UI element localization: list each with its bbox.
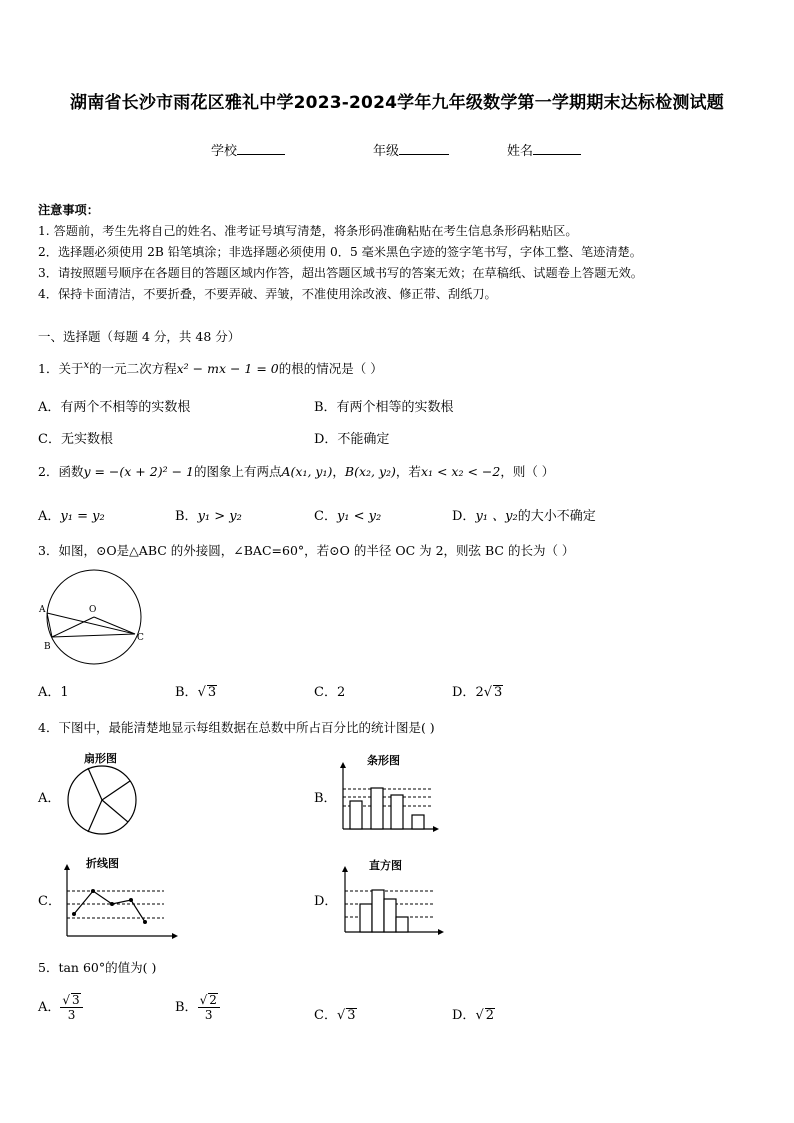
q5-option-b[interactable] — [175, 993, 220, 1022]
option-label: A． — [38, 509, 61, 524]
question-4: 4．下图中，最能清楚地显示每组数据在总数中所占百分比的统计图是( ) — [38, 720, 435, 735]
option-label: D． — [314, 894, 338, 909]
question-3: 3．如图，⊙O是△ABC 的外接圆，∠BAC=60°，若⊙O 的半径 OC 为 2，则弦 BC 的长为（ ） — [38, 543, 575, 558]
line-chart-figure — [62, 864, 180, 940]
grade-field — [373, 140, 449, 159]
chord-bc — [52, 634, 135, 637]
bar — [412, 815, 424, 829]
data-point — [143, 920, 147, 924]
circle-figure — [36, 568, 156, 668]
note-item: 3．请按照题号顺序在各题目的答题区域内作答，超出答题区域书写的答案无效；在草稿纸、试题卷上答题无效。 — [38, 266, 643, 280]
q4-option-b[interactable] — [314, 787, 337, 806]
q3-option-d[interactable]: D．2√ 3 — [452, 685, 503, 700]
q3-option-b[interactable]: B．√ 3 — [175, 685, 217, 700]
option-label: B． — [175, 685, 198, 700]
option-label: C． — [314, 509, 337, 524]
q2-function: y = −(x + 2)² − 1 — [83, 464, 194, 479]
bar — [371, 788, 383, 829]
option-label: D． — [452, 685, 476, 700]
q1-var: x — [83, 359, 90, 371]
fraction: $\frac{√ 2}{3}$ — [198, 993, 220, 1022]
option-label: D． — [452, 1008, 476, 1023]
q1-option-d[interactable]: D．不能确定 — [314, 432, 390, 447]
q2-point-b: B(x₂, y₂) — [344, 464, 396, 479]
bar — [391, 795, 403, 829]
page-title: 湖南省长沙市雨花区雅礼中学2023-2024学年九年级数学第一学期期末达标检测试题 — [70, 93, 724, 113]
option-root: 2 — [485, 1008, 495, 1023]
bar — [350, 801, 362, 829]
q3-option-c[interactable] — [314, 681, 345, 700]
bar-chart-figure — [336, 762, 440, 836]
histogram-bar — [372, 890, 384, 932]
option-label: A． — [38, 1000, 61, 1015]
q2-option-c[interactable] — [314, 505, 381, 524]
y-axis-arrow — [64, 864, 70, 870]
school-label: 学校 — [211, 144, 238, 159]
data-point — [72, 912, 76, 916]
bar-chart-title: 条形图 — [367, 754, 400, 767]
frac-num: 3 — [72, 993, 80, 1007]
frac-den: 3 — [67, 1008, 76, 1022]
label-c: C — [137, 633, 144, 643]
q5-option-d[interactable]: D．√ 2 — [452, 1008, 495, 1023]
q1-option-a[interactable]: A．有两个不相等的实数根 — [38, 400, 191, 415]
pie-divider — [88, 800, 102, 832]
option-root: 3 — [347, 1008, 356, 1023]
option-label: B． — [175, 1000, 198, 1015]
pie-divider — [88, 768, 102, 800]
section-heading: 一、选择题（每题 4 分，共 48 分） — [38, 329, 241, 344]
q1-equation: x² − mx − 1 = 0 — [176, 361, 279, 376]
data-point — [129, 898, 133, 902]
pie-divider — [102, 800, 128, 822]
option-label: A． — [38, 685, 61, 700]
option-label: C． — [314, 685, 337, 700]
option-tail: 的大小不确定 — [517, 509, 596, 524]
label-o: O — [89, 605, 97, 615]
segment-ob — [52, 617, 94, 637]
q2-cond-prefix: ，若 — [395, 464, 421, 479]
q5-option-c[interactable]: C．√ 3 — [314, 1008, 356, 1023]
question-5 — [38, 958, 156, 976]
chord-ac — [47, 613, 135, 634]
q4-option-c[interactable] — [38, 890, 61, 909]
school-field — [211, 140, 285, 159]
fraction: $\frac{√ 3}{3}$ — [60, 993, 82, 1022]
grade-blank — [399, 141, 449, 155]
name-label: 姓名 — [507, 144, 534, 159]
option-expr: y₁ = y₂ — [60, 509, 105, 524]
q1-option-c[interactable]: C．无实数根 — [38, 432, 113, 447]
frac-num: 2 — [209, 993, 217, 1007]
option-coef: 2 — [475, 685, 484, 700]
histogram-figure — [338, 866, 446, 940]
line-chart-title: 折线图 — [86, 857, 119, 870]
option-label: B． — [314, 791, 337, 806]
histogram-bar — [384, 899, 396, 932]
data-line — [74, 891, 145, 922]
q5-expr: tan 60° — [58, 960, 106, 975]
pie-divider — [102, 781, 130, 800]
option-root: 3 — [207, 685, 217, 700]
option-label: D． — [452, 509, 476, 524]
x-axis-arrow — [172, 933, 178, 939]
data-point — [110, 902, 114, 906]
option-expr: y₁ 、y₂ — [475, 509, 518, 524]
q2-suffix: ，则（ ） — [500, 464, 555, 479]
q1-prefix: 1．关于 — [38, 361, 84, 376]
option-expr: 2 — [336, 685, 346, 700]
note-item: 2．选择题必须使用 2B 铅笔填涂；非选择题必须使用 0．5 毫米黑色字迹的签字笔书写，字体工整、笔迹清楚。 — [38, 245, 642, 259]
q2-condition: x₁ < x₂ < −2 — [420, 464, 501, 479]
q2-sep: ， — [332, 464, 345, 479]
option-expr: y₁ < y₂ — [336, 509, 382, 524]
pie-chart-title: 扇形图 — [84, 752, 117, 765]
label-b: B — [44, 642, 51, 652]
notes-list — [38, 221, 778, 305]
pie-chart-figure — [64, 764, 140, 836]
q2-option-b[interactable] — [175, 505, 242, 524]
name-field — [507, 140, 581, 159]
y-axis-arrow — [342, 866, 348, 872]
option-label: C． — [314, 1008, 337, 1023]
q5-suffix: 的值为( ) — [105, 960, 157, 975]
question-2 — [38, 462, 554, 480]
q2-option-d[interactable] — [452, 505, 596, 524]
q5-prefix: 5． — [38, 960, 59, 975]
option-label: B． — [175, 509, 198, 524]
question-1 — [38, 359, 383, 377]
q1-middle: 的一元二次方程 — [89, 361, 177, 376]
y-axis-arrow — [340, 762, 346, 768]
option-expr: y₁ > y₂ — [197, 509, 242, 524]
q4-option-d[interactable] — [314, 890, 337, 909]
notes-heading: 注意事项： — [38, 203, 99, 217]
note-item: 1. 答题前，考生先将自己的姓名、准考证号填写清楚，将条形码准确粘贴在考生信息条形码粘贴区。 — [38, 224, 578, 238]
histogram-bar — [396, 917, 408, 932]
q5-option-a[interactable] — [38, 993, 83, 1022]
frac-den: 3 — [204, 1008, 213, 1022]
q1-option-b[interactable]: B．有两个相等的实数根 — [314, 400, 454, 415]
data-point — [91, 889, 95, 893]
histogram-bar — [360, 904, 372, 932]
note-item: 4．保持卡面清洁，不要折叠，不要弄破、弄皱，不准使用涂改液、修正带、刮纸刀。 — [38, 287, 497, 301]
option-root: 3 — [494, 685, 503, 700]
school-blank — [237, 141, 285, 155]
q2-prefix: 2．函数 — [38, 464, 84, 479]
q1-suffix: 的根的情况是（ ） — [278, 361, 383, 376]
q2-middle: 的图象上有两点 — [193, 464, 282, 479]
q2-point-a: A(x₁, y₁) — [281, 464, 333, 479]
option-label: C． — [38, 894, 61, 909]
q2-option-a[interactable] — [38, 505, 105, 524]
x-axis-arrow — [438, 929, 444, 935]
x-axis-arrow — [433, 826, 439, 832]
grade-label: 年级 — [373, 144, 400, 159]
q4-option-a[interactable] — [38, 787, 60, 806]
histogram-title: 直方图 — [369, 859, 402, 872]
option-expr: 1 — [60, 685, 69, 700]
option-label: A． — [38, 791, 61, 806]
label-a: A — [39, 605, 46, 615]
q3-option-a[interactable] — [38, 681, 69, 700]
name-blank — [533, 141, 581, 155]
